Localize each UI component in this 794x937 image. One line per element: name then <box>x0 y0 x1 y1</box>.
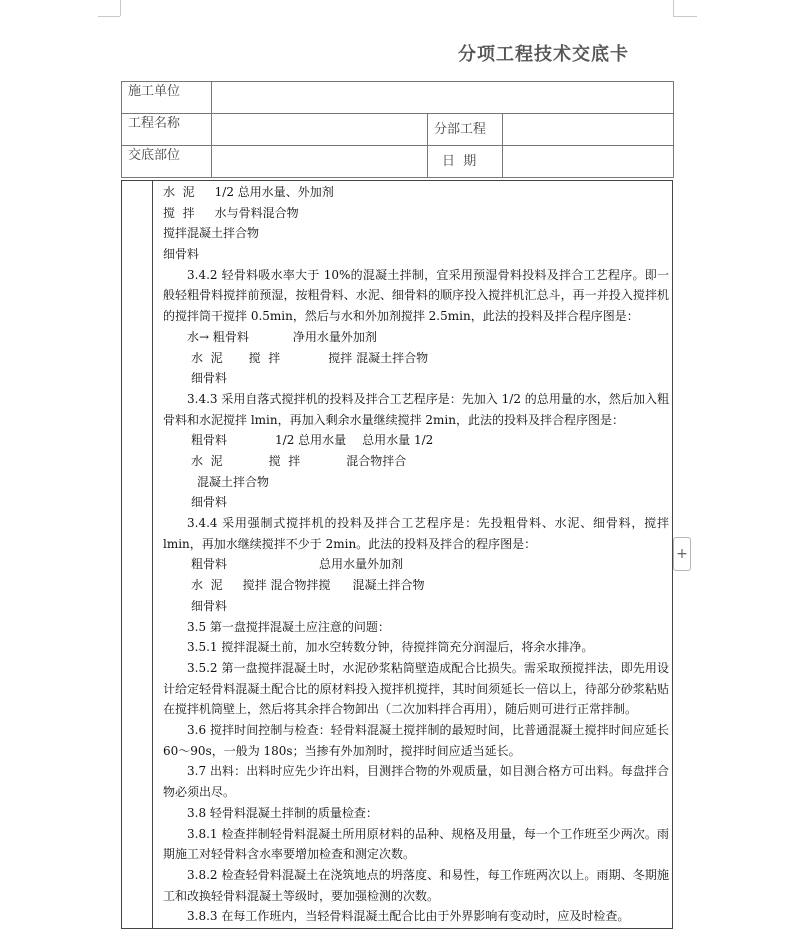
expand-plus-button[interactable]: + <box>673 537 691 571</box>
flow-text: 搅拌 混合物拌搅 <box>242 578 331 593</box>
flow-text: 总用水量外加剂 <box>319 557 404 572</box>
paragraph-3-4-4: 3.4.4 采用强制式搅拌机的投料及拌合工艺程序是：先投粗骨料、水泥、细骨料，搅拌 lmin，再加水继续搅拌不少于 2min。此法的投料及拌合的程序图是： <box>163 516 669 551</box>
paragraph-3-5-2: 3.5.2 第一盘搅拌混凝土时，水泥砂浆粘筒壁造成配合比损失。需采取预搅拌法，即先用设计给定轻骨料混凝土配合比的原材料投入搅拌机搅拌，其时间须延长一倍以上，待部分砂浆粘贴在搅拌机筒壁上，然后将其余拌合物卸出（二次加料拌合再用），随后则可进行正常拌制。 <box>163 660 669 717</box>
subproject-label: 分部工程 <box>428 114 503 146</box>
project-label: 工程名称 <box>122 114 212 146</box>
flow-text: 粗骨料 <box>191 433 228 448</box>
flow-line-5 <box>163 327 669 348</box>
paragraph-3-8-1: 3.8.1 检查拌制轻骨料混凝土所用原材料的品种、规格及用量，每一个工作班至少两次。雨期施工对轻骨料含水率要增加检查和测定次数。 <box>163 826 669 862</box>
header-row-unit <box>122 82 674 114</box>
header-table <box>121 81 674 178</box>
content-body <box>163 182 669 927</box>
header-row-project <box>122 114 674 146</box>
flow-text: 水 泥 <box>191 454 223 469</box>
document-title: 分项工程技术交底卡 <box>458 44 629 65</box>
flow-text: 粗骨料 <box>191 557 228 572</box>
item-3-8-3: 3.8.3 在每工作班内，当轻骨料混凝土配合比由于外界影响有变动时，应及时检查。 <box>187 909 630 924</box>
flow-line-8 <box>163 430 669 451</box>
paragraph-3-4-2: 3.4.2 轻骨料吸水率大于 10%的混凝土拌制，宜采用预湿骨料投料及拌合工艺程序。即一般轻粗骨料搅拌前预湿，按粗骨料、水泥、细骨料的顺序投入搅拌机汇总斗，再一并投入搅拌机的搅拌筒干搅拌 0.5min，然后与水和外加剂搅拌 2.5min，此法的投料及拌合程序图是： <box>163 267 669 324</box>
flow-text: 水 泥 <box>163 185 195 199</box>
crop-mark-left <box>120 0 121 16</box>
flow-text: 水 泥 <box>191 578 223 593</box>
flow-line-9 <box>163 451 669 472</box>
content-column-divider <box>152 180 153 929</box>
paragraph-3-4-3: 3.4.3 采用自落式搅拌机的投料及拌合工艺程序是：先加入 1/2 的总用量的水，然后加入粗骨料和水泥搅拌 lmin，再加入剩余水量继续搅拌 2min，此法的投料及拌合程序图是： <box>163 391 669 427</box>
crop-mark-right-horizontal <box>673 16 697 17</box>
unit-label: 施工单位 <box>122 82 212 114</box>
flow-line-11: 细骨料 <box>191 495 228 510</box>
header-row-location <box>122 146 674 178</box>
flow-text: 搅 拌 <box>163 205 195 220</box>
paragraph-3-7: 3.7 出料：出料时应先少许出料，目测拌合物的外观质量，如目测合格方可出料。每盘拌合物必须出尽。 <box>163 764 669 800</box>
project-value-cell[interactable] <box>212 114 428 146</box>
crop-mark-right <box>673 0 674 16</box>
item-3-5-1: 3.5.1 搅拌混凝土前，加水空转数分钟，待搅拌筒充分润湿后，将余水排净。 <box>187 640 594 655</box>
flow-line-6 <box>163 348 669 369</box>
flow-line-7: 细骨料 <box>191 371 228 386</box>
flow-text: 搅拌 混凝土拌合物 <box>328 350 429 365</box>
location-label: 交底部位 <box>122 146 212 178</box>
flow-text: 混合物拌合 <box>346 454 407 469</box>
flow-line-14: 细骨料 <box>191 598 228 613</box>
flow-text: 搅 拌 <box>248 350 281 365</box>
flow-text: 1/2 总用水量 <box>275 433 347 448</box>
date-value-cell[interactable] <box>503 146 674 178</box>
flow-text: 水→ 粗骨料 <box>187 329 249 344</box>
flow-text: 混凝土拌合物 <box>352 578 425 593</box>
flow-text: 水与骨料混合物 <box>214 205 299 220</box>
flow-text: 总用水量 1/2 <box>362 433 434 448</box>
flow-line-4: 细骨料 <box>163 247 200 262</box>
paragraph-3-6: 3.6 搅拌时间控制与检查：轻骨料混凝土搅拌制的最短时间，比普通混凝土搅拌时间应延长 60～90s，一般为 180s；当掺有外加剂时，搅拌时间应适当延长。 <box>163 723 669 758</box>
date-label: 日 期 <box>428 146 503 178</box>
subproject-value-cell[interactable] <box>503 114 674 146</box>
flow-line-3: 搅拌混凝土拌合物 <box>163 226 260 241</box>
flow-line-13 <box>163 575 669 596</box>
crop-mark-left-horizontal <box>98 16 120 17</box>
flow-line-12 <box>163 554 669 575</box>
flow-text: 水 泥 <box>191 350 223 365</box>
flow-line-10: 混凝土拌合物 <box>197 474 270 489</box>
flow-line-2 <box>163 203 669 224</box>
location-value-cell[interactable] <box>212 146 428 178</box>
paragraph-3-8-2: 3.8.2 检查轻骨料混凝土在浇筑地点的坍落度、和易性，每工作班两次以上。雨期、冬期施工和改换轻骨料混凝土等级时，要加强检测的次数。 <box>163 867 669 903</box>
flow-text: 搅 拌 <box>268 454 301 469</box>
flow-text: 1/2 总用水量、外加剂 <box>214 185 334 199</box>
section-3-8-heading: 3.8 轻骨料混凝土拌制的质量检查： <box>187 805 378 820</box>
flow-text: 净用水量外加剂 <box>292 329 377 344</box>
section-3-5-heading: 3.5 第一盘搅拌混凝土应注意的问题： <box>187 619 390 634</box>
flow-line-1 <box>163 182 669 203</box>
unit-value-cell[interactable] <box>212 82 674 114</box>
